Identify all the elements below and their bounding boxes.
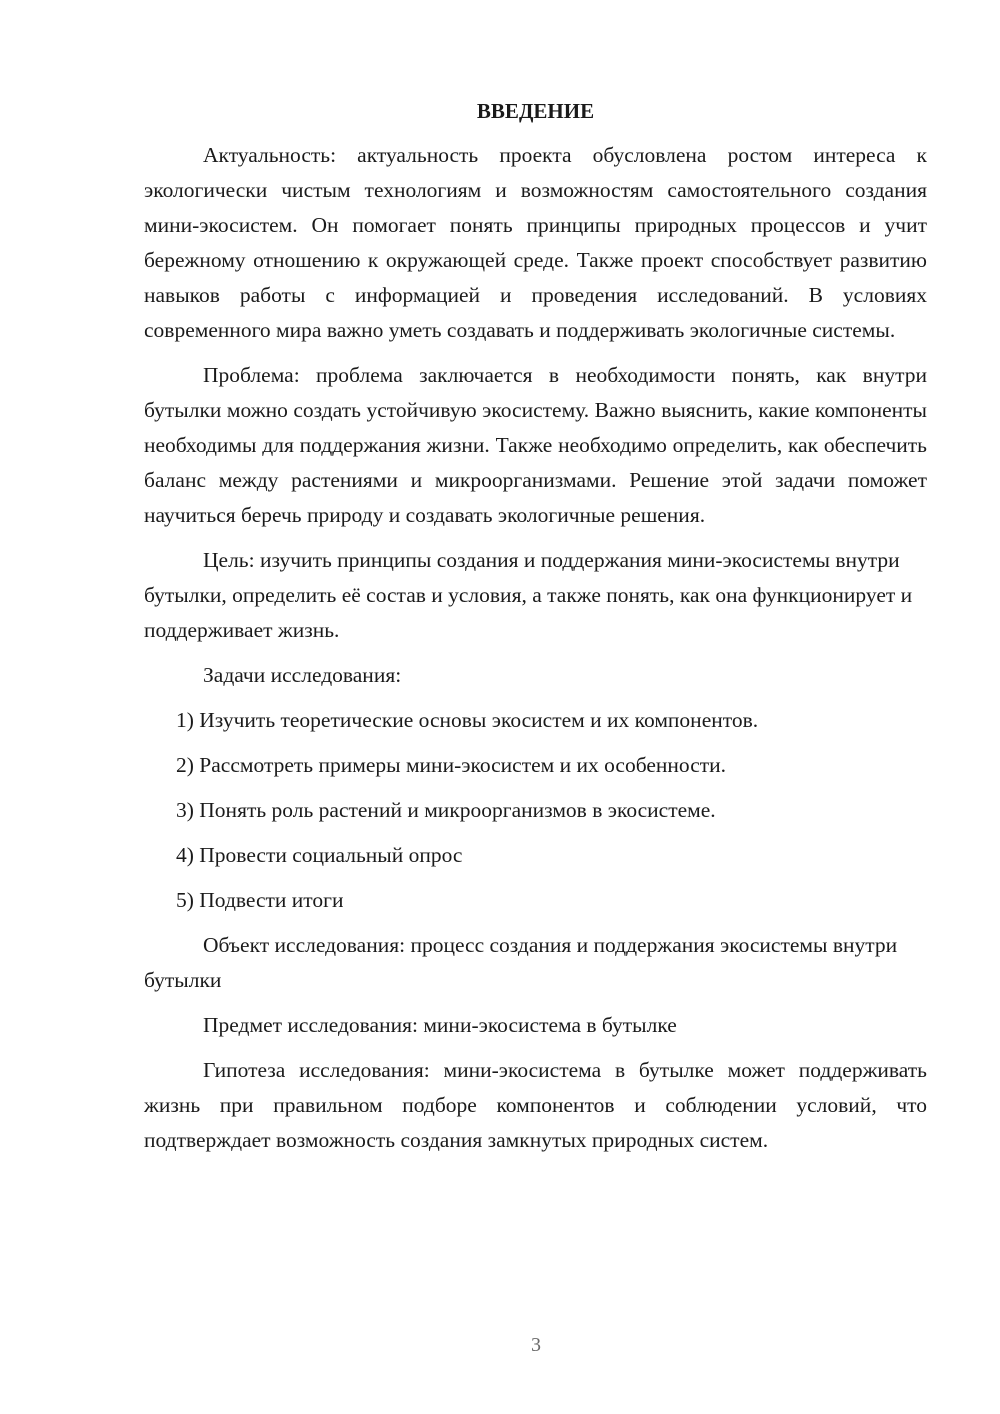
task-item: 2) Рассмотреть примеры мини-экосистем и их особенности. — [176, 753, 727, 777]
problem-paragraph: Проблема: проблема заключается в необходимости понять, как внутри бутылки можно создать устойчивую экосистему. Важно выяснить, какие компоненты необходимы для поддержания жизни. Также необходимо определить, как обеспечить баланс между растениями и микроорганизмами. Решение этой задачи поможет научиться беречь природу и создавать экологичные решения. — [144, 363, 927, 527]
relevance-paragraph: Актуальность: актуальность проекта обусловлена ростом интереса к экологически чистым технологиям и возможностям самостоятельного создания мини-экосистем. Он помогает понять принципы природных процессов и учит бережному отношению к окружающей среде. Также проект способствует развитию навыков работы с информацией и проведения исследований. В условиях современного мира важно уметь создавать и поддерживать экологичные системы. — [144, 143, 927, 342]
section-heading: ВВЕДЕНИЕ — [476, 99, 595, 123]
page-number: 3 — [531, 1334, 541, 1356]
goal-paragraph: Цель: изучить принципы создания и поддержания мини-экосистемы внутри бутылки, определить её состав и условия, а также понять, как она функционирует и поддерживает жизнь. — [144, 548, 913, 642]
task-item: 1) Изучить теоретические основы экосистем и их компонентов. — [176, 708, 759, 732]
task-item: 3) Понять роль растений и микроорганизмов в экосистеме. — [176, 798, 716, 822]
task-item: 4) Провести социальный опрос — [176, 843, 463, 867]
hypothesis-paragraph: Гипотеза исследования: мини-экосистема в бутылке может поддерживать жизнь при правильном подборе компонентов и соблюдении условий, что подтверждает возможность создания замкнутых природных систем. — [144, 1058, 927, 1152]
subject-paragraph: Предмет исследования: мини-экосистема в бутылке — [203, 1013, 677, 1037]
task-item: 5) Подвести итоги — [176, 888, 344, 912]
document-page — [144, 96, 927, 1168]
object-paragraph: Объект исследования: процесс создания и поддержания экосистемы внутри бутылки — [144, 933, 898, 992]
tasks-heading: Задачи исследования: — [203, 663, 402, 687]
